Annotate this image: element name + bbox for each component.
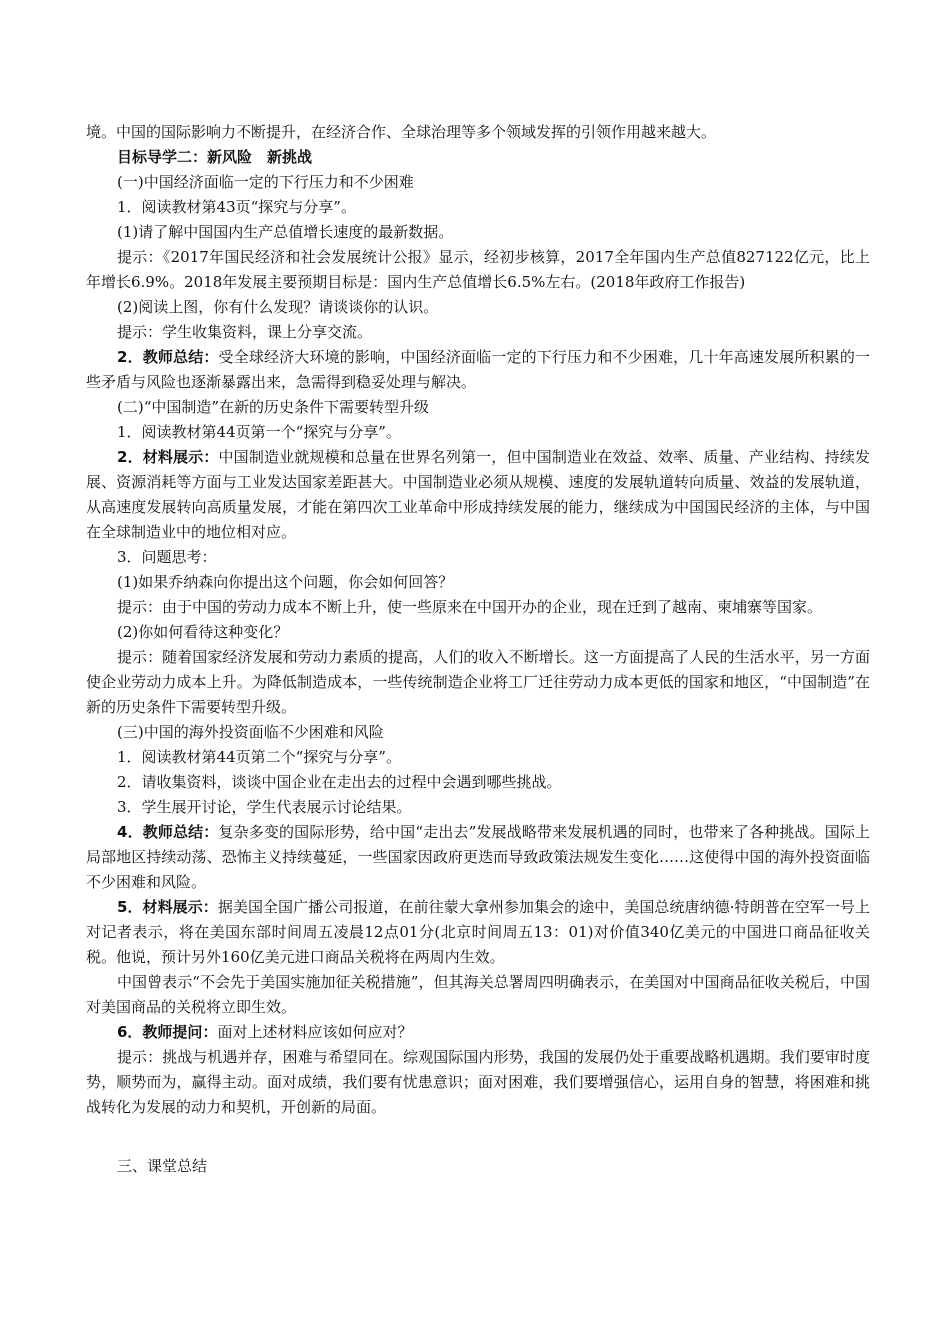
question: (1)如果乔纳森向你提出这个问题，你会如何回答？ (117, 573, 454, 591)
document-page (86, 120, 870, 1179)
subsection-heading-1: (一)中国经济面临一定的下行压力和不少困难 (117, 173, 414, 191)
item-text: 面对上述材料应该如何应对？ (217, 1023, 413, 1041)
teacher-question (86, 1020, 870, 1045)
material-display (86, 445, 870, 545)
list-item: 1．阅读教材第44页第二个“探究与分享”。 (117, 748, 401, 766)
section-title: 三、课堂总结 (117, 1157, 208, 1175)
material-display (86, 895, 870, 970)
teacher-summary (86, 345, 870, 395)
paragraph-continuation: 境。中国的国际影响力不断提升，在经济合作、全球治理等多个领域发挥的引领作用越来越大。 (86, 123, 717, 141)
hint-paragraph: 提示：《2017年国民经济和社会发展统计公报》显示，经初步核算，2017全年国内生产总值827122亿元，比上年增长6.9%。2018年发展主要预期目标是：国内生产总值增长6.5%左右。(2018年政府工作报告) (86, 248, 870, 291)
item-text: 复杂多变的国际形势，给中国“走出去”发展战略带来发展机遇的同时，也带来了各种挑战。国际上局部地区持续动荡、恐怖主义持续蔓延，一些国家因政府更迭而导致政策法规发生变化……这使得中国的海外投资面临不少困难和风险。 (86, 823, 870, 891)
hint-paragraph: 提示：由于中国的劳动力成本不断上升，使一些原来在中国开办的企业，现在迁到了越南、柬埔寨等国家。 (117, 598, 823, 616)
subsection-heading-3: (三)中国的海外投资面临不少困难和风险 (117, 723, 384, 741)
question: (1)请了解中国国内生产总值增长速度的最新数据。 (117, 223, 454, 241)
question: (2)你如何看待这种变化？ (117, 623, 289, 641)
item-text: 受全球经济大环境的影响，中国经济面临一定的下行压力和不少困难，几十年高速发展所积累的一些矛盾与风险也逐渐暴露出来，急需得到稳妥处理与解决。 (86, 348, 870, 391)
item-label: 4．教师总结： (117, 823, 219, 841)
item-label: 2．材料展示： (117, 448, 219, 466)
item-label: 5．材料展示： (117, 898, 218, 916)
list-item: 3．问题思考： (117, 548, 217, 566)
hint-paragraph: 提示：学生收集资料，课上分享交流。 (117, 323, 373, 341)
list-item: 2．请收集资料，谈谈中国企业在走出去的过程中会遇到哪些挑战。 (117, 773, 562, 791)
item-text: 中国制造业就规模和总量在世界名列第一，但中国制造业在效益、效率、质量、产业结构、持续发展、资源消耗等方面与工业发达国家差距甚大。中国制造业必须从规模、速度的发展轨道转向质量、效益的发展轨道，从高速度发展转向高质量发展，才能在第四次工业革命中形成持续发展的能力，继续成为中国国民经济的主体，与中国在全球制造业中的地位相对应。 (86, 448, 870, 541)
subsection-heading-2: (二)“中国制造”在新的历史条件下需要转型升级 (117, 398, 430, 416)
list-item: 1．阅读教材第44页第一个“探究与分享”。 (117, 423, 401, 441)
teacher-summary (86, 820, 870, 895)
list-item: 1．阅读教材第43页“探究与分享”。 (117, 198, 356, 216)
hint-paragraph: 提示：随着国家经济发展和劳动力素质的提高，人们的收入不断增长。这一方面提高了人民的生活水平，另一方面使企业劳动力成本上升。为降低制造成本，一些传统制造企业将工厂迁往劳动力成本更低的国家和地区，“中国制造”在新的历史条件下需要转型升级。 (86, 648, 870, 716)
item-label: 6．教师提问： (117, 1023, 218, 1041)
hint-paragraph: 提示：挑战与机遇并存，困难与希望同在。综观国际国内形势，我国的发展仍处于重要战略机遇期。我们要审时度势，顺势而为，赢得主动。面对成绩，我们要有忧患意识；面对困难，我们要增强信心，运用自身的智慧，将困难和挑战转化为发展的动力和契机，开创新的局面。 (86, 1048, 870, 1116)
item-label: 2．教师总结： (117, 348, 219, 366)
section-heading: 目标导学二：新风险 新挑战 (117, 148, 313, 166)
material-paragraph: 中国曾表示“不会先于美国实施加征关税措施”，但其海关总署周四明确表示，在美国对中国商品征收关税后，中国对美国商品的关税将立即生效。 (86, 973, 870, 1016)
item-text: 据美国全国广播公司报道，在前往蒙大拿州参加集会的途中，美国总统唐纳德·特朗普在空军一号上对记者表示，将在美国东部时间周五凌晨12点01分(北京时间周五13：01)对价值340亿美元的中国进口商品征收关税。他说，预计另外160亿美元进口商品关税将在两周内生效。 (86, 898, 870, 966)
list-item: 3．学生展开讨论，学生代表展示讨论结果。 (117, 798, 412, 816)
spacer (86, 1120, 870, 1154)
question: (2)阅读上图，你有什么发现？请谈谈你的认识。 (117, 298, 439, 316)
